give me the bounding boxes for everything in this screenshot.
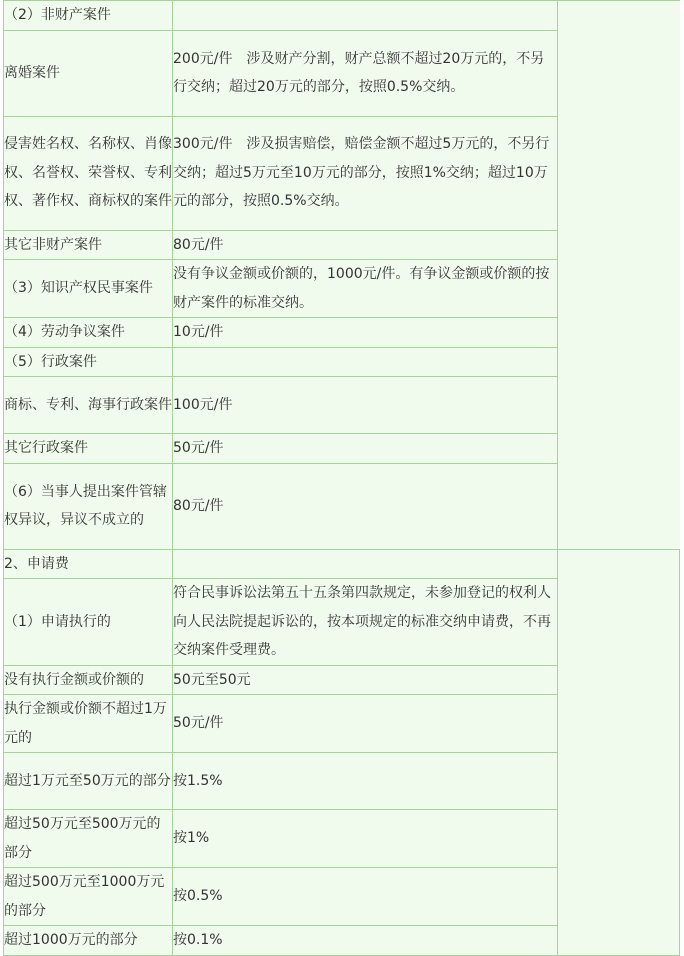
table-cell-fee <box>173 347 558 377</box>
table-cell-fee: 没有争议金额或价额的，1000元/件。有争议金额或价额的按财产案件的标准交纳。 <box>173 260 558 318</box>
table-cell-note <box>558 1 680 550</box>
table-cell-fee: 200元/件 涉及财产分割，财产总额不超过20万元的，不另行交纳；超过20万元的部分，按照0.5%交纳。 <box>173 30 558 116</box>
table-cell-fee: 按1.5% <box>173 753 558 810</box>
table-cell-item: （4）劳动争议案件 <box>4 318 173 348</box>
table-cell-item: 超过1000万元的部分 <box>4 926 173 956</box>
table-cell-item: （6）当事人提出案件管辖权异议，异议不成立的 <box>4 463 173 549</box>
table-row <box>4 1 680 31</box>
table-cell-fee: 300元/件 涉及损害赔偿，赔偿金额不超过5万元的，不另行交纳；超过5万元至10万元的部分，按照1%交纳；超过10万元的部分，按照0.5%交纳。 <box>173 116 558 230</box>
table-cell-fee <box>173 549 558 579</box>
table-cell-item: 离婚案件 <box>4 30 173 116</box>
table-cell-fee: 按0.1% <box>173 926 558 956</box>
table-cell-item: 商标、专利、海事行政案件 <box>4 377 173 434</box>
table-cell-fee: 符合民事诉讼法第五十五条第四款规定，未参加登记的权利人向人民法院提起诉讼的，按本项规定的标准交纳申请费，不再交纳案件受理费。 <box>173 579 558 666</box>
fee-table <box>3 0 680 956</box>
table-cell-fee: 按0.5% <box>173 868 558 926</box>
table-cell-item: 2、申请费 <box>4 549 173 579</box>
table-cell-item: 执行金额或价额不超过1万元的 <box>4 695 173 753</box>
table-cell-fee: 80元/件 <box>173 463 558 549</box>
table-cell-item: 超过50万元至500万元的部分 <box>4 810 173 868</box>
table-cell-item: （5）行政案件 <box>4 347 173 377</box>
table-cell-fee: 10元/件 <box>173 318 558 348</box>
table-cell-item: 侵害姓名权、名称权、肖像权、名誉权、荣誉权、专利权、著作权、商标权的案件 <box>4 116 173 230</box>
table-cell-fee <box>173 1 558 31</box>
table-cell-item: 超过500万元至1000万元的部分 <box>4 868 173 926</box>
table-cell-fee: 50元/件 <box>173 695 558 753</box>
table-cell-note <box>558 549 680 955</box>
table-row <box>4 549 680 579</box>
table-cell-fee: 50元至50元 <box>173 665 558 695</box>
table-cell-fee: 按1% <box>173 810 558 868</box>
table-cell-item: （1）申请执行的 <box>4 579 173 666</box>
table-cell-item: 其它行政案件 <box>4 434 173 464</box>
table-cell-fee: 100元/件 <box>173 377 558 434</box>
table-cell-item: 其它非财产案件 <box>4 230 173 260</box>
table-cell-fee: 50元/件 <box>173 434 558 464</box>
table-cell-item: 没有执行金额或价额的 <box>4 665 173 695</box>
table-cell-item: （3）知识产权民事案件 <box>4 260 173 318</box>
table-cell-item: 超过1万元至50万元的部分 <box>4 753 173 810</box>
table-cell-item: （2）非财产案件 <box>4 1 173 31</box>
table-cell-fee: 80元/件 <box>173 230 558 260</box>
